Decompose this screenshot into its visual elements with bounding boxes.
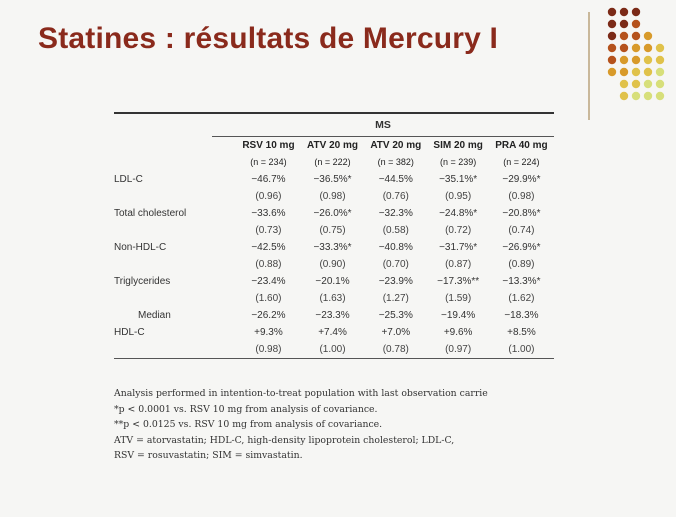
decorative-dot [620, 32, 628, 40]
table-cell-value: −35.1%* [439, 173, 478, 185]
results-table-body [114, 137, 554, 358]
table-cell-sd: (0.73) [255, 224, 282, 236]
decorative-dot [608, 32, 616, 40]
footnote-line: *p < 0.0001 vs. RSV 10 mg from analysis of covariance. [114, 403, 378, 415]
table-cell-sd: (0.95) [445, 190, 472, 202]
table-cell-sd: (1.63) [319, 292, 346, 304]
table-cell-value: −23.9% [378, 275, 413, 287]
column-n: (n = 382) [377, 156, 414, 167]
table-cell-value: +7.4% [318, 326, 347, 338]
decorative-dot [644, 32, 652, 40]
footnote-line: **p < 0.0125 vs. RSV 10 mg from analysis of covariance. [114, 419, 383, 430]
table-row-sd [114, 341, 554, 358]
column-n: (n = 239) [440, 156, 477, 167]
decorative-dot [632, 32, 640, 40]
table-cell-sd: (1.27) [382, 292, 409, 304]
decorative-dot [644, 44, 652, 52]
column-header: PRA 40 mg [495, 139, 548, 151]
table-cell-value: −24.8%* [439, 207, 478, 219]
table-cell-value: −26.2% [251, 309, 286, 321]
table-cell-sd: (0.98) [508, 190, 535, 202]
footnote-line: RSV = rosuvastatin; SIM = simvastatin. [114, 450, 303, 461]
table-row-sd [114, 290, 554, 307]
decorative-divider [588, 12, 590, 120]
results-table [114, 114, 554, 136]
table-cell-value: −44.5% [378, 173, 413, 185]
decorative-dot [620, 68, 628, 76]
decorative-dot [620, 44, 628, 52]
decorative-dot [656, 56, 664, 64]
table-cell-sd: (0.88) [255, 258, 282, 270]
table-cell-sd: (1.59) [445, 292, 472, 304]
table-cell-sd: (1.62) [508, 292, 535, 304]
table-cell-sd: (0.76) [382, 190, 409, 202]
table-cell-value: −17.3%** [437, 275, 480, 287]
table-row [114, 324, 554, 341]
decorative-dot [620, 20, 628, 28]
table-bottom-rule [114, 358, 554, 359]
table-row [114, 307, 554, 324]
decorative-dot [608, 8, 616, 16]
table-cell-value: +9.6% [443, 326, 473, 338]
table-cell-sd: (0.97) [445, 343, 472, 355]
table-cell-value: −25.3% [378, 309, 413, 321]
decorative-dot [656, 44, 664, 52]
decorative-dot [632, 80, 640, 88]
decorative-dot [608, 68, 616, 76]
column-n: (n = 234) [250, 156, 287, 167]
decorative-dot [620, 8, 628, 16]
group-header-row [114, 114, 554, 136]
column-header: ATV 20 mg [307, 139, 358, 151]
table-cell-value: −26.0%* [313, 207, 352, 219]
table-row [114, 273, 554, 290]
column-header: ATV 20 mg [370, 139, 422, 151]
footnote-line: ATV = atorvastatin; HDL-C, high-density lipoprotein cholesterol; LDL-C, [114, 434, 455, 446]
table-cell-sd: (0.87) [445, 258, 472, 270]
table-row-sd [114, 188, 554, 205]
table-row-sd [114, 222, 554, 239]
table-cell-sd: (0.58) [382, 224, 409, 236]
table-cell-value: −23.4% [251, 275, 286, 287]
footnote-line: Analysis performed in intention-to-treat population with last observation carrie [114, 388, 488, 399]
decorative-dot [644, 80, 652, 88]
row-label: HDL-C [114, 326, 145, 338]
table-row [114, 205, 554, 222]
table-row [114, 171, 554, 188]
table-cell-sd: (1.60) [255, 292, 282, 304]
table-row [114, 239, 554, 256]
decorative-dot [632, 44, 640, 52]
table-cell-value: −33.6% [251, 207, 286, 219]
table-cell-sd: (0.98) [319, 190, 346, 202]
decorative-dot [620, 92, 628, 100]
decorative-dot [656, 80, 664, 88]
table-cell-sd: (0.96) [255, 190, 282, 202]
decorative-dot [632, 56, 640, 64]
table-cell-sd: (1.00) [319, 343, 346, 355]
slide-title: Statines : résultats de Mercury I [38, 22, 499, 55]
decorative-dot [608, 20, 616, 28]
decorative-dot [644, 92, 652, 100]
table-cell-sd: (0.78) [382, 343, 409, 355]
decorative-dot [632, 20, 640, 28]
table-cell-sd: (0.98) [255, 343, 282, 355]
column-n: (n = 224) [503, 156, 540, 167]
table-cell-value: −20.1% [315, 275, 350, 287]
results-table-container [114, 112, 554, 359]
table-cell-value: −40.8% [378, 241, 413, 253]
decorative-dot [632, 92, 640, 100]
decorative-dot [620, 56, 628, 64]
decorative-dot [620, 80, 628, 88]
decorative-dot [632, 8, 640, 16]
footnotes [114, 386, 559, 464]
table-cell-sd: (0.70) [382, 258, 409, 270]
table-cell-sd: (0.74) [508, 224, 535, 236]
row-label: LDL-C [114, 173, 143, 185]
decorative-dot [656, 92, 664, 100]
table-row-sd [114, 256, 554, 273]
group-header-ms: MS [375, 118, 391, 131]
decorative-dot [644, 56, 652, 64]
table-cell-sd: (1.00) [508, 343, 535, 355]
row-label: Total cholesterol [114, 207, 187, 219]
table-cell-value: −32.3% [378, 207, 413, 219]
table-cell-value: −18.3% [504, 309, 539, 321]
column-n-row [114, 154, 554, 171]
table-cell-value: −26.9%* [502, 241, 541, 253]
decorative-dot [644, 68, 652, 76]
table-cell-sd: (0.75) [319, 224, 346, 236]
table-cell-value: −19.4% [441, 309, 476, 321]
table-cell-sd: (0.90) [319, 258, 346, 270]
column-header: SIM 20 mg [433, 139, 483, 151]
decorative-dot [608, 56, 616, 64]
table-cell-value: −29.9%* [502, 173, 541, 185]
decorative-dot [656, 68, 664, 76]
column-header-row [114, 137, 554, 154]
table-cell-value: −31.7%* [439, 241, 478, 253]
row-label: Triglycerides [114, 275, 171, 287]
table-cell-value: +8.5% [507, 326, 536, 338]
row-label: Non-HDL-C [114, 241, 167, 253]
table-cell-value: +7.0% [381, 326, 411, 338]
decorative-dot [632, 68, 640, 76]
table-cell-value: −46.7% [251, 173, 286, 185]
table-cell-value: −13.3%* [502, 275, 541, 287]
decorative-dots-icon [606, 6, 670, 106]
row-label: Median [138, 309, 171, 321]
decorative-dot [608, 44, 616, 52]
table-cell-value: −42.5% [251, 241, 286, 253]
table-cell-value: −36.5%* [313, 173, 352, 185]
table-cell-sd: (0.72) [445, 224, 472, 236]
column-header: RSV 10 mg [242, 139, 295, 151]
table-cell-sd: (0.89) [508, 258, 535, 270]
table-cell-value: −20.8%* [502, 207, 541, 219]
table-cell-value: +9.3% [254, 326, 283, 338]
column-n: (n = 222) [314, 156, 351, 167]
table-cell-value: −23.3% [315, 309, 350, 321]
table-cell-value: −33.3%* [313, 241, 352, 253]
